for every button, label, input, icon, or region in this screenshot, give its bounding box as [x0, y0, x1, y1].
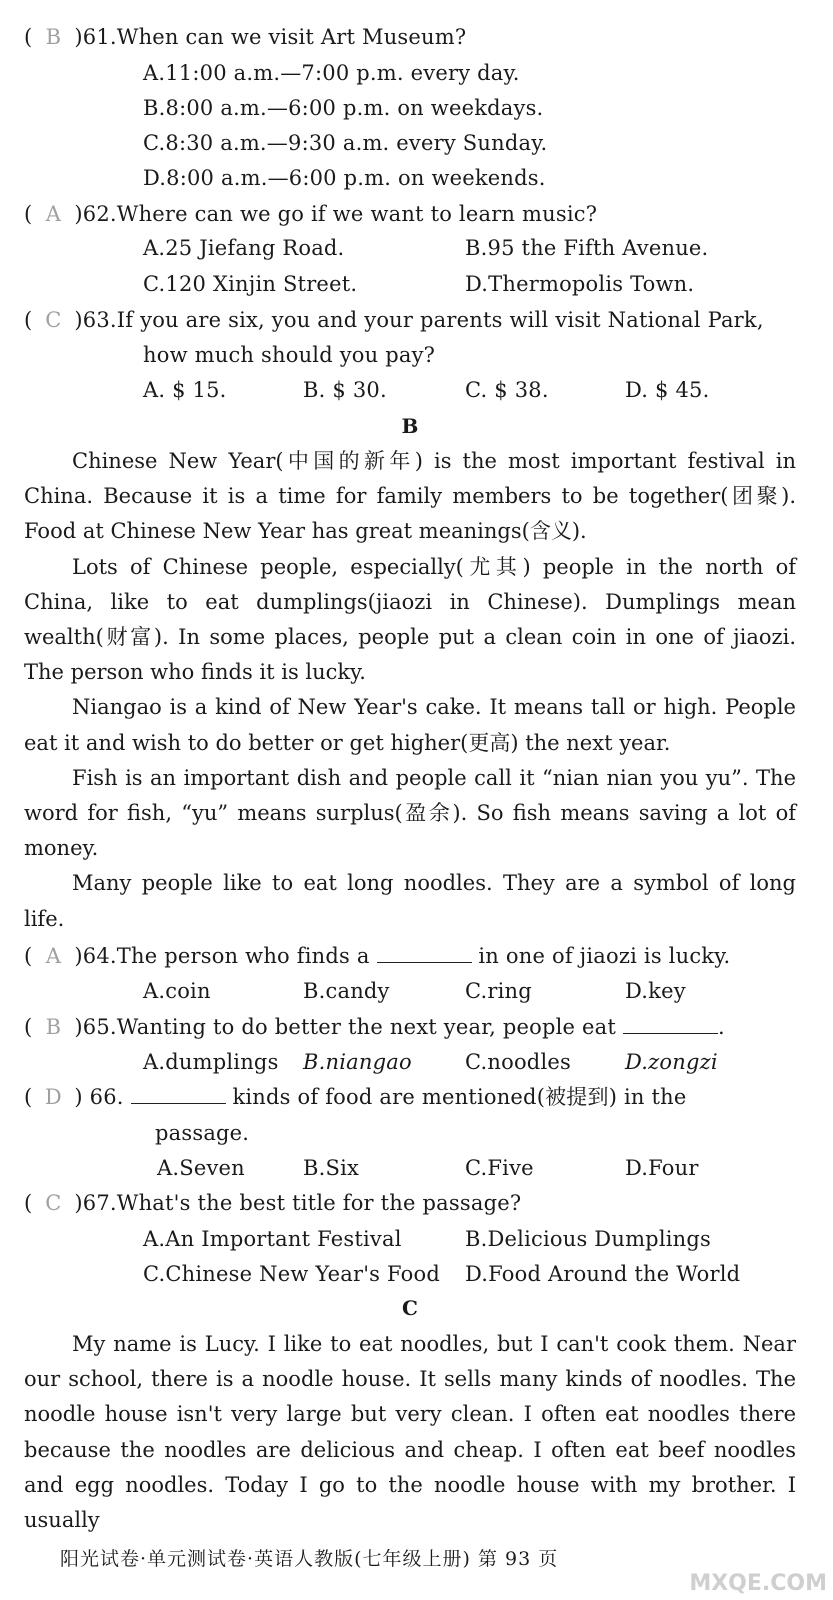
- option-67-a: A.An Important Festival: [143, 1227, 402, 1251]
- answer-66: D: [44, 1085, 62, 1109]
- blank-66: [131, 1085, 226, 1104]
- question-62: ( A )62.Where can we go if we want to learn music?: [24, 199, 597, 229]
- option-65-c: C.noodles: [465, 1050, 571, 1074]
- option-62-a: A.25 Jiefang Road.: [143, 236, 345, 260]
- option-64-a: A.coin: [143, 979, 211, 1003]
- option-63-a: A. $ 15.: [143, 378, 227, 402]
- passage-b-paragraph-5: Many people like to eat long noodles. They are a symbol of long life.: [24, 871, 796, 931]
- option-63-d: D. $ 45.: [625, 378, 710, 402]
- passage-c-paragraph: My name is Lucy. I like to eat noodles, but I can't cook them. Near our school, there is a noodle house. It sells many kinds of noodles. The noodle house isn't very large but very clean. I often eat noodles there because the noodles are delicious and cheap. I often eat beef noodles and egg noodles. Today I go to the noodle house with my brother. I usually: [24, 1332, 796, 1533]
- question-67-text: What's the best title for the passage?: [116, 1191, 522, 1215]
- question-62-text: Where can we go if we want to learn music?: [116, 202, 598, 226]
- option-64-d: D.key: [625, 979, 686, 1003]
- option-67-c: C.Chinese New Year's Food: [143, 1262, 440, 1286]
- option-65-d: D.zongzi: [625, 1050, 718, 1074]
- question-63-text: If you are six, you and your parents will visit National Park,: [116, 308, 764, 332]
- question-64: ( A )64.The person who finds a in one of jiaozi is lucky.: [24, 941, 730, 971]
- watermark-logo: MXQE.COM: [689, 1571, 827, 1596]
- option-65-b: B.niangao: [303, 1050, 412, 1074]
- blank-65: [623, 1015, 718, 1034]
- option-61-b: B.8:00 a.m.—6:00 p.m. on weekdays.: [143, 96, 544, 120]
- section-b-heading: B: [401, 414, 419, 438]
- option-66-d: D.Four: [625, 1156, 699, 1180]
- option-66-a: A.Seven: [157, 1156, 245, 1180]
- option-64-c: C.ring: [465, 979, 532, 1003]
- passage-b-paragraph-1: Chinese New Year(中国的新年) is the most important festival in China. Because it is a time for family members to be together(团聚). Food at Chinese New Year has great meanings(含义).: [24, 449, 796, 544]
- answer-64: A: [45, 944, 62, 968]
- question-63: ( C )63.If you are six, you and your parents will visit National Park,: [24, 305, 764, 335]
- option-67-d: D.Food Around the World: [465, 1262, 741, 1286]
- option-62-b: B.95 the Fifth Avenue.: [465, 236, 709, 260]
- question-61: ( B )61.When can we visit Art Museum?: [24, 22, 466, 52]
- option-66-c: C.Five: [465, 1156, 534, 1180]
- answer-67: C: [45, 1191, 62, 1215]
- answer-62: A: [45, 202, 62, 226]
- option-62-c: C.120 Xinjin Street.: [143, 272, 358, 296]
- option-66-b: B.Six: [303, 1156, 360, 1180]
- page-footer: 阳光试卷·单元测试卷·英语人教版(七年级上册) 第 93 页: [60, 1548, 559, 1570]
- passage-c: [24, 1327, 796, 1538]
- passage-b: [24, 444, 796, 937]
- section-c-heading: C: [402, 1296, 418, 1320]
- question-61-text: When can we visit Art Museum?: [116, 25, 467, 49]
- passage-b-paragraph-3: Niangao is a kind of New Year's cake. It means tall or high. People eat it and wish to do better or get higher(更高) the next year.: [24, 695, 796, 755]
- option-61-d: D.8:00 a.m.—6:00 p.m. on weekends.: [143, 166, 546, 190]
- option-67-b: B.Delicious Dumplings: [465, 1227, 711, 1251]
- answer-63: C: [45, 308, 62, 332]
- question-67: ( C )67.What's the best title for the passage?: [24, 1188, 521, 1218]
- option-63-b: B. $ 30.: [303, 378, 387, 402]
- answer-61: B: [45, 25, 62, 49]
- question-63-text-2: how much should you pay?: [143, 343, 436, 367]
- option-64-b: B.candy: [303, 979, 390, 1003]
- question-66: ( D ) 66. kinds of food are mentioned(被提到) in the: [24, 1082, 686, 1112]
- blank-64: [377, 944, 472, 963]
- answer-65: B: [45, 1015, 62, 1039]
- option-65-a: A.dumplings: [143, 1050, 279, 1074]
- passage-b-paragraph-2: Lots of Chinese people, especially(尤其) people in the north of China, like to eat dumplings(jiaozi in Chinese). Dumplings mean wealth(财富). In some places, people put a clean coin in one of jiaozi. The person who finds it is lucky.: [24, 554, 796, 685]
- option-63-c: C. $ 38.: [465, 378, 549, 402]
- question-66-text-2: passage.: [155, 1121, 250, 1145]
- option-61-a: A.11:00 a.m.—7:00 p.m. every day.: [143, 61, 520, 85]
- option-62-d: D.Thermopolis Town.: [465, 272, 695, 296]
- passage-b-paragraph-4: Fish is an important dish and people call it “nian nian you yu”. The word for fish, “yu” means surplus(盈余). So fish means saving a lot of money.: [24, 765, 796, 861]
- question-65: ( B )65.Wanting to do better the next year, people eat .: [24, 1012, 725, 1042]
- option-61-c: C.8:30 a.m.—9:30 a.m. every Sunday.: [143, 131, 548, 155]
